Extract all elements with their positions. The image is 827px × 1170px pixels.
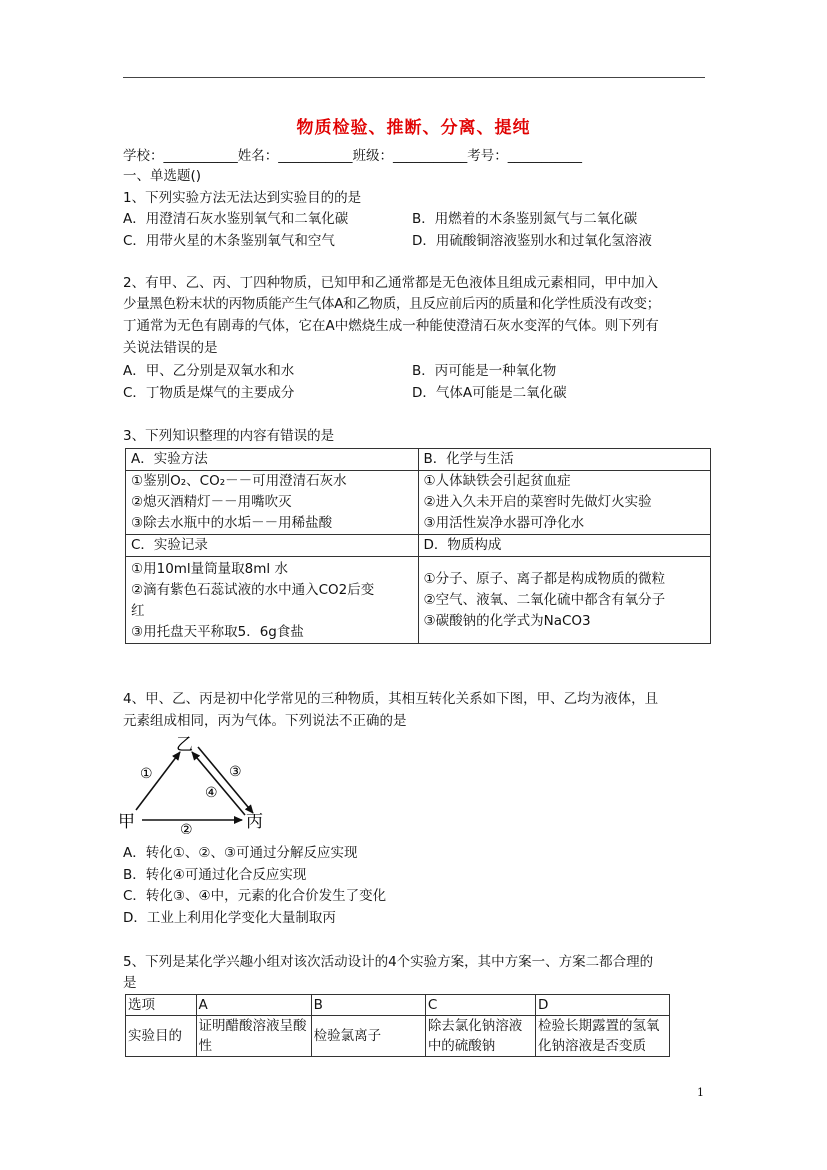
label-1: ① bbox=[140, 766, 153, 782]
q2-line-1: 2、有甲、乙、丙、丁四种物质，已知甲和乙通常都是无色液体且组成元素相同，甲中加入 bbox=[123, 275, 659, 291]
q3-knowledge-table bbox=[125, 448, 711, 644]
q5-purpose-d: 检验长期露置的氢氧化钠溶液是否变质 bbox=[536, 1016, 670, 1057]
q5-purpose-a: 证明醋酸溶液呈酸性 bbox=[196, 1016, 311, 1057]
q5-head-b: B bbox=[311, 995, 425, 1016]
q5-row-purpose-label: 实验目的 bbox=[126, 1016, 197, 1057]
q4-option-c: C．转化③、④中，元素的化合价发生了变化 bbox=[123, 888, 387, 904]
q3-d-item-2: ②空气、液氧、二氧化硫中都含有氧分子 bbox=[423, 591, 666, 608]
q5-head-a: A bbox=[196, 995, 311, 1016]
q3-a-item-3: ③除去水瓶中的水垢－－用稀盐酸 bbox=[131, 515, 333, 531]
header-rule bbox=[123, 77, 705, 78]
q3-c-item-1: ①用10ml量筒量取8ml 水 bbox=[131, 561, 288, 577]
q5-purpose-b: 检验氯离子 bbox=[311, 1016, 425, 1057]
q2-option-b: B．丙可能是一种氧化物 bbox=[412, 363, 557, 379]
q3-a-item-1: ①鉴别O₂、CO₂－－可用澄清石灰水 bbox=[131, 473, 347, 489]
q1-option-a: A．用澄清石灰水鉴别氧气和二氧化碳 bbox=[123, 211, 349, 227]
label-3: ③ bbox=[229, 764, 242, 780]
q5-head-d: D bbox=[536, 995, 670, 1016]
q3-cell-b-head: B．化学与生活 bbox=[418, 449, 711, 471]
q5-line-1: 5、下列是某化学兴趣小组对该次活动设计的4个实验方案，其中方案一、方案二都合理的 bbox=[123, 954, 654, 970]
q3-a-item-2: ②熄灭酒精灯－－用嘴吹灭 bbox=[131, 494, 292, 510]
q2-line-3: 丁通常为无色有剧毒的气体，它在A中燃烧生成一种能使澄清石灰水变浑的气体。则下列有 bbox=[123, 318, 659, 334]
label-2: ② bbox=[180, 822, 193, 834]
q5-head-c: C bbox=[425, 995, 535, 1016]
student-info-line: 学校：___________姓名：___________班级：___________考号：___________ bbox=[123, 148, 582, 164]
q5-purpose-c: 除去氯化钠溶液中的硫酸钠 bbox=[425, 1016, 535, 1057]
q3-stem: 3、下列知识整理的内容有错误的是 bbox=[123, 428, 335, 444]
q1-stem: 1、下列实验方法无法达到实验目的的是 bbox=[123, 190, 362, 206]
q2-line-4: 关说法错误的是 bbox=[123, 340, 218, 356]
q2-option-a: A．甲、乙分别是双氧水和水 bbox=[123, 363, 295, 379]
q4-option-a: A．转化①、②、③可通过分解反应实现 bbox=[123, 845, 358, 861]
q4-option-d: D．工业上利用化学变化大量制取丙 bbox=[123, 910, 336, 926]
q3-b-item-1: ①人体缺铁会引起贫血症 bbox=[423, 473, 571, 489]
q3-cell-b-body bbox=[418, 471, 711, 535]
q5-plan-table bbox=[125, 994, 670, 1057]
q3-cell-c-head: C．实验记录 bbox=[126, 535, 419, 557]
q3-cell-c-body bbox=[126, 557, 419, 644]
q4-option-b: B．转化④可通过化合反应实现 bbox=[123, 867, 307, 883]
label-4: ④ bbox=[205, 785, 218, 801]
q4-conversion-diagram bbox=[118, 730, 278, 834]
q3-c-item-2b: 红 bbox=[131, 603, 145, 619]
q2-option-d: D．气体A可能是二氧化碳 bbox=[412, 385, 567, 401]
q3-d-item-3: ③碳酸钠的化学式为NaCO3 bbox=[423, 612, 591, 629]
q3-b-item-2: ②进入久未开启的菜窖时先做灯火实验 bbox=[423, 494, 652, 510]
q2-option-c: C．丁物质是煤气的主要成分 bbox=[123, 385, 295, 401]
page-number: 1 bbox=[697, 1086, 704, 1099]
q4-line-1: 4、甲、乙、丙是初中化学常见的三种物质，其相互转化关系如下图，甲、乙均为液体，且 bbox=[123, 691, 659, 707]
page-title: 物质检验、推断、分离、提纯 bbox=[296, 118, 531, 138]
q1-option-d: D．用硫酸铜溶液鉴别水和过氧化氢溶液 bbox=[412, 233, 652, 249]
section-heading: 一、单选题() bbox=[123, 168, 202, 184]
q3-cell-d-body bbox=[418, 557, 711, 644]
q2-line-2: 少量黑色粉末状的丙物质能产生气体A和乙物质，且反应前后丙的质量和化学性质没有改变； bbox=[123, 296, 660, 312]
q4-line-2: 元素组成相同，丙为气体。下列说法不正确的是 bbox=[123, 713, 407, 729]
q1-option-b: B．用燃着的木条鉴别氮气与二氧化碳 bbox=[412, 211, 638, 227]
q3-c-item-3: ③用托盘天平称取5．6g食盐 bbox=[131, 624, 304, 640]
q3-cell-a-head: A．实验方法 bbox=[126, 449, 419, 471]
q5-head-option: 选项 bbox=[126, 995, 197, 1016]
q3-b-item-3: ③用活性炭净水器可净化水 bbox=[423, 515, 585, 531]
arrow-4-bing-to-yi bbox=[192, 752, 245, 815]
q3-cell-a-body bbox=[126, 471, 419, 535]
q3-c-item-2a: ②滴有紫色石蕊试液的水中通入CO2后变 bbox=[131, 582, 375, 598]
q3-cell-d-head: D．物质构成 bbox=[418, 535, 711, 557]
q3-d-item-1: ①分子、原子、离子都是构成物质的微粒 bbox=[423, 570, 666, 587]
q1-option-c: C．用带火星的木条鉴别氧气和空气 bbox=[123, 233, 335, 249]
q5-line-2: 是 bbox=[123, 975, 137, 991]
node-jia: 甲 bbox=[118, 812, 135, 832]
node-yi: 乙 bbox=[176, 735, 193, 755]
node-bing: 丙 bbox=[246, 812, 263, 832]
arrow-3-yi-to-bing bbox=[198, 747, 253, 813]
